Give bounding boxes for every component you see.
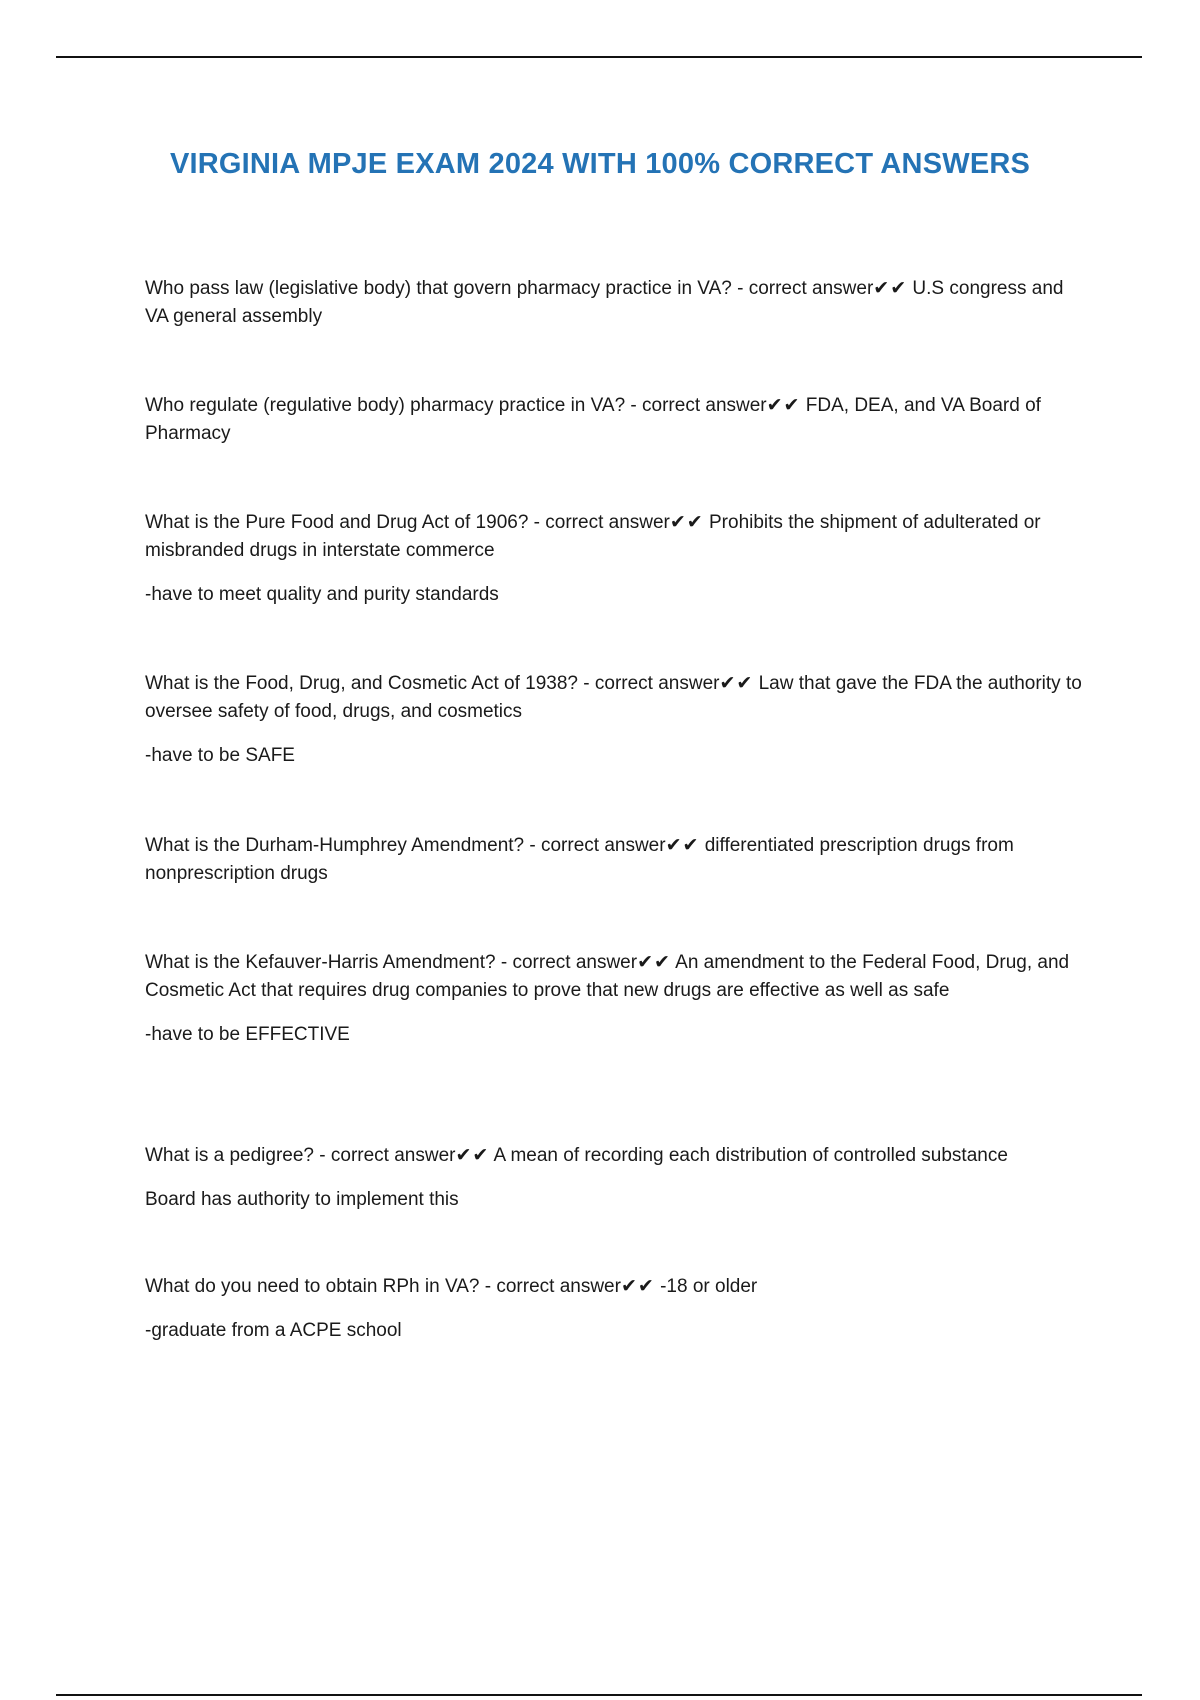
answer-text: Prohibits the shipment of adulterated or misbranded drugs in interstate commerce [145, 512, 1041, 561]
top-rule [56, 56, 1142, 58]
question-text: What is the Durham-Humphrey Amendment? - correct answer [145, 835, 666, 856]
qa-line [145, 509, 1085, 565]
qa-item-2 [145, 392, 1085, 448]
bottom-rule [56, 1694, 1142, 1696]
double-check-icon: ✔✔ [669, 512, 704, 533]
qa-item-8 [145, 1273, 1085, 1345]
qa-line [145, 1273, 1085, 1301]
answer-note: Board has authority to implement this [145, 1189, 459, 1210]
question-text: What is the Kefauver-Harris Amendment? - correct answer [145, 952, 638, 973]
double-check-icon: ✔✔ [637, 952, 671, 973]
document-title: VIRGINIA MPJE EXAM 2024 WITH 100% CORRECT ANSWERS [169, 148, 1031, 180]
question-text: What is the Food, Drug, and Cosmetic Act of 1938? - correct answer [145, 673, 720, 694]
question-text: Who regulate (regulative body) pharmacy practice in VA? - correct answer [145, 395, 767, 416]
question-text: Who pass law (legislative body) that govern pharmacy practice in VA? - correct answer [145, 278, 874, 299]
double-check-icon: ✔✔ [873, 278, 908, 299]
question-text: What is the Pure Food and Drug Act of 1906? - correct answer [145, 512, 670, 533]
qa-item-7 [145, 1142, 1085, 1214]
answer-text: FDA, DEA, and VA Board of Pharmacy [145, 395, 1041, 444]
qa-line [145, 670, 1085, 726]
qa-item-3 [145, 509, 1085, 609]
double-check-icon: ✔✔ [766, 395, 801, 416]
qa-line [145, 392, 1085, 448]
question-text: What do you need to obtain RPh in VA? - correct answer [145, 1276, 621, 1297]
question-text: What is a pedigree? - correct answer [145, 1145, 456, 1166]
answer-text: Law that gave the FDA the authority to oversee safety of food, drugs, and cosmetics [145, 673, 1082, 722]
qa-item-6 [145, 949, 1085, 1049]
double-check-icon: ✔✔ [455, 1145, 490, 1166]
qa-line [145, 1142, 1085, 1170]
answer-note: -have to be SAFE [145, 745, 295, 766]
answer-text: differentiated prescription drugs from nonprescription drugs [145, 835, 1014, 884]
answer-note: -have to be EFFECTIVE [145, 1024, 350, 1045]
answer-text: -18 or older [660, 1276, 758, 1297]
qa-item-1 [145, 275, 1085, 331]
qa-line [145, 832, 1085, 888]
double-check-icon: ✔✔ [665, 835, 700, 856]
answer-text: U.S congress and VA general assembly [145, 278, 1064, 327]
answer-text: An amendment to the Federal Food, Drug, and Cosmetic Act that requires drug companies to prove that new drugs are effective as well as safe [145, 952, 1070, 1001]
qa-line [145, 949, 1085, 1005]
answer-note: -have to meet quality and purity standards [145, 584, 499, 605]
answer-text: A mean of recording each distribution of controlled substance [493, 1145, 1008, 1166]
qa-item-4 [145, 670, 1085, 770]
qa-line [145, 275, 1085, 331]
double-check-icon: ✔✔ [620, 1276, 655, 1297]
qa-item-5 [145, 832, 1085, 888]
answer-note: -graduate from a ACPE school [145, 1320, 402, 1341]
double-check-icon: ✔✔ [719, 673, 754, 694]
